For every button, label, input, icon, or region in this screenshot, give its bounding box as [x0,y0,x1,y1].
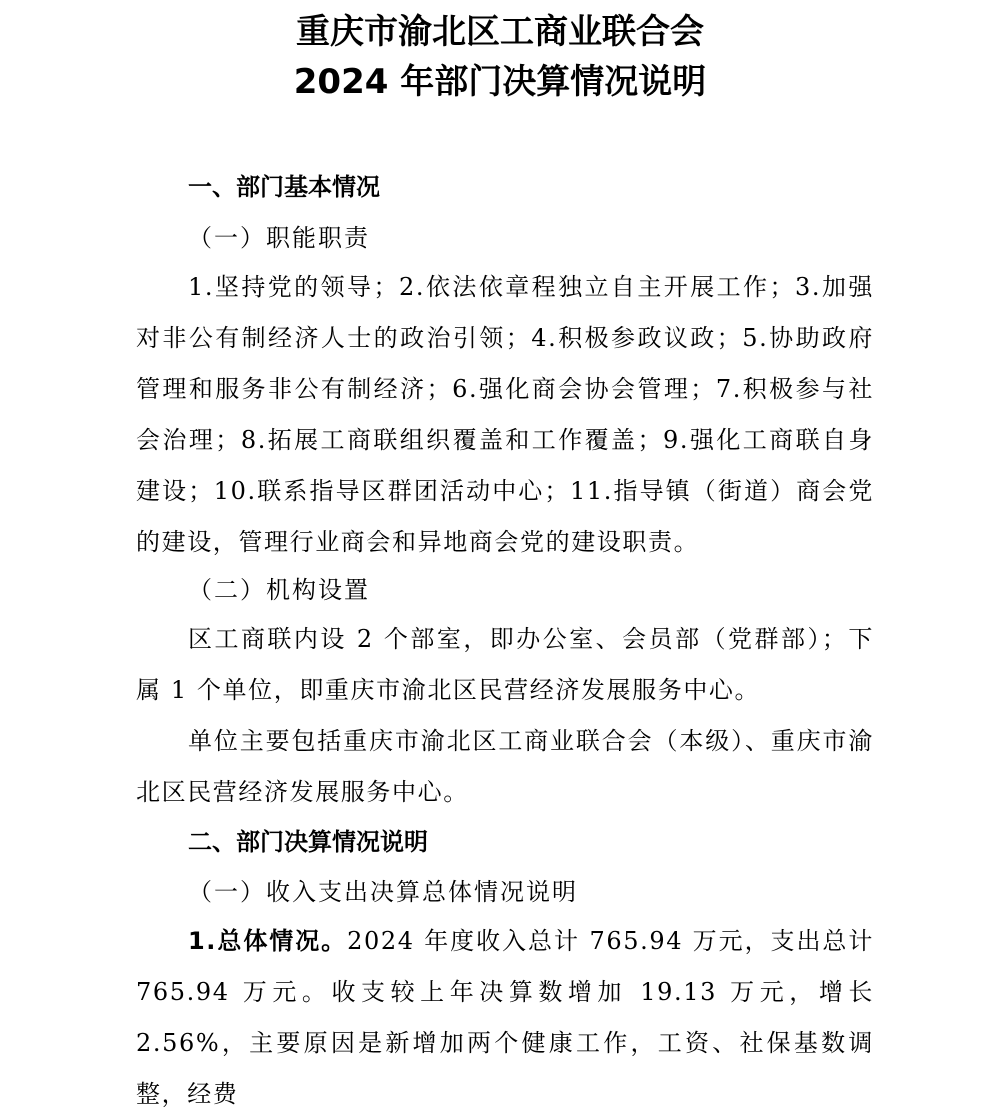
paragraph-overall-text: 2024 年度收入总计 765.94 万元，支出总计 765.94 万元。收支较上年决算数增加 19.13 万元，增长 2.56%，主要原因是新增加两个健康工作，工资、社保基数调整，经费 [136,927,874,1108]
paragraph-units: 单位主要包括重庆市渝北区工商业联合会（本级）、重庆市渝北区民营经济发展服务中心。 [136,727,874,806]
document-title-line2: 2024 年部门决算情况说明 [293,62,707,102]
paragraph-functions: 1.坚持党的领导；2.依法依章程独立自主开展工作；3.加强对非公有制经济人士的政治引领；4.积极参政议政；5.协助政府管理和服务非公有制经济；6.强化商会协会管理；7.积极参与社会治理；8.拓展工商联组织覆盖和工作覆盖；9.强化工商联自身建设；10.联系指导区群团活动中心；11.指导镇（街道）商会党的建设，管理行业商会和异地商会党的建设职责。 [136,273,874,556]
section-heading-final-accounts: 二、部门决算情况说明 [188,828,428,856]
subsection-heading-functions: （一）职能职责 [188,224,370,252]
subsection-heading-income-expense: （一）收入支出决算总体情况说明 [188,878,578,906]
document-title-line1: 重庆市渝北区工商业联合会 [296,12,704,52]
paragraph-lead: 1.总体情况。 [188,927,348,955]
paragraph-overall [136,916,874,1120]
paragraph-organization: 区工商联内设 2 个部室，即办公室、会员部（党群部）；下属 1 个单位，即重庆市渝北区民营经济发展服务中心。 [136,625,874,704]
subsection-heading-organization: （二）机构设置 [188,576,370,604]
section-heading-basic-info: 一、部门基本情况 [188,173,380,201]
